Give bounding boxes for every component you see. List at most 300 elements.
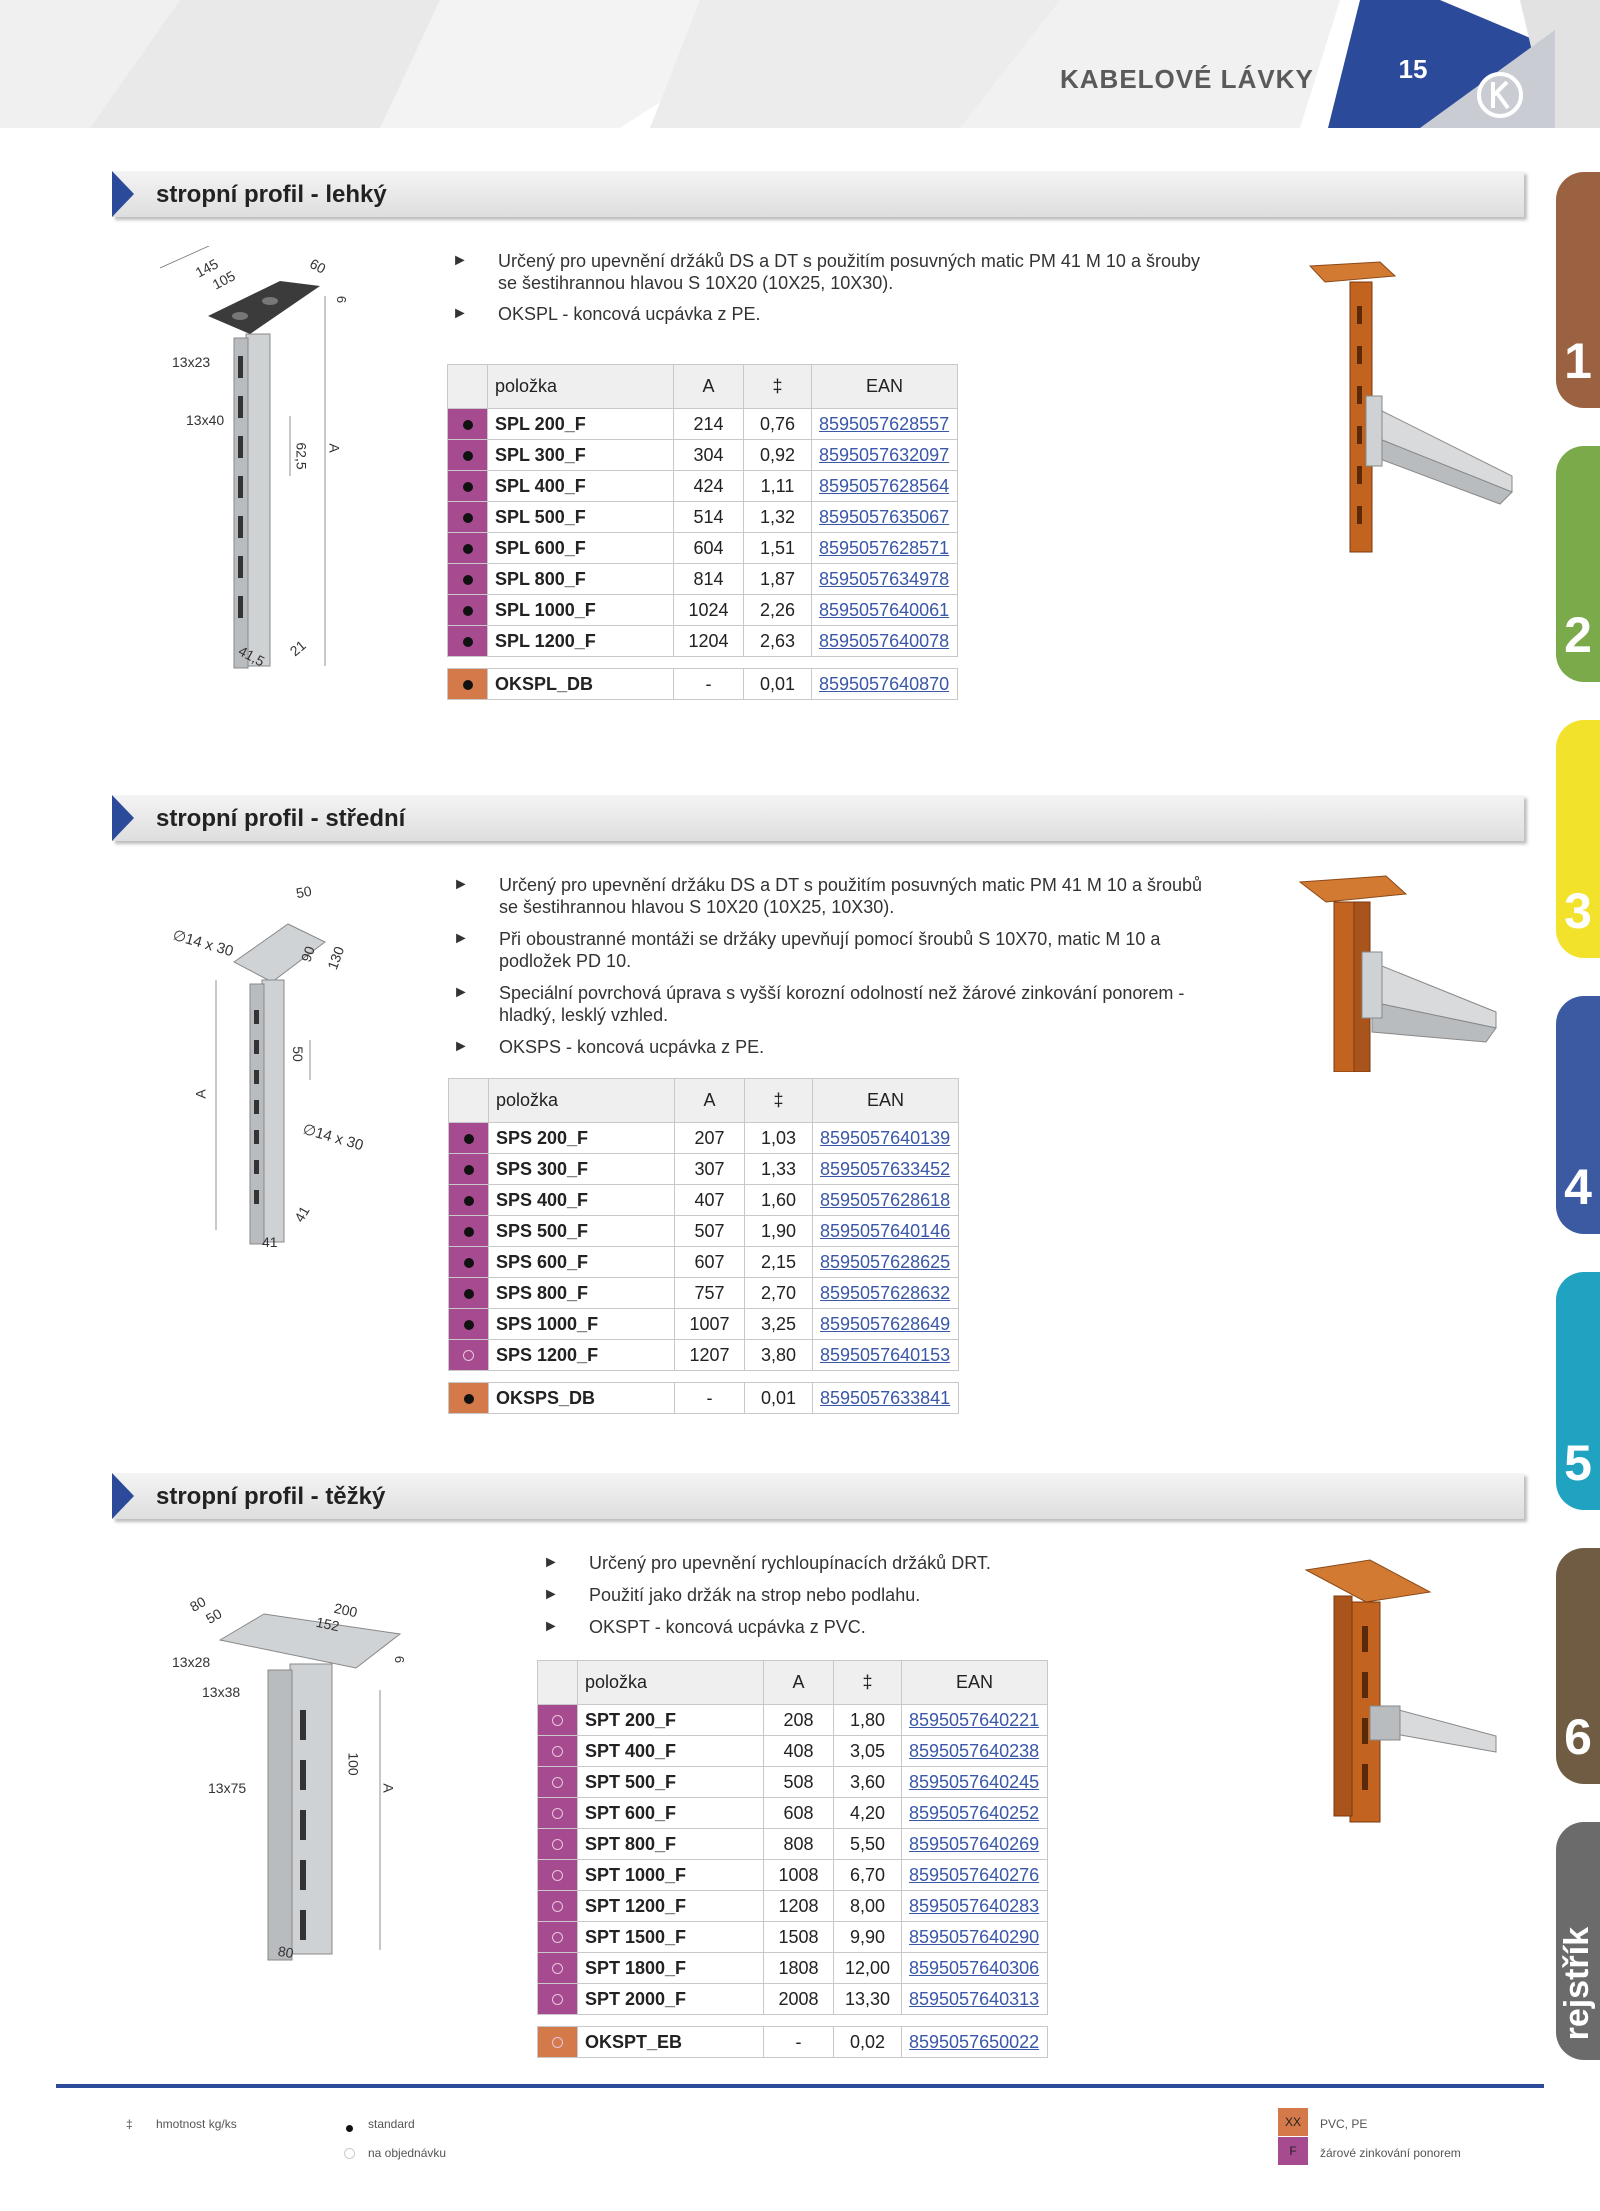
code-badge-pvc: XX — [1278, 2108, 1308, 2136]
table-row — [538, 1860, 1048, 1891]
table-row — [538, 1953, 1048, 1984]
ean-link[interactable]: 8595057628571 — [819, 537, 950, 558]
item-code: SPT 1500_F — [578, 1922, 764, 1953]
item-code: SPL 200_F — [488, 409, 674, 440]
ean-cell — [902, 1922, 1048, 1953]
table-row — [448, 669, 958, 700]
status-cell — [448, 595, 488, 626]
section-header-light — [112, 171, 1524, 217]
dim-label: A — [380, 1783, 397, 1793]
ean-cell — [902, 1891, 1048, 1922]
status-cell — [538, 1860, 578, 1891]
status-cell — [449, 1278, 489, 1309]
section-title: stropní profil - lehký — [156, 181, 387, 208]
item-code: OKSPS_DB — [489, 1383, 675, 1414]
ean-link[interactable]: 8595057628625 — [820, 1251, 951, 1272]
dimension-a: 1007 — [675, 1309, 745, 1340]
standard-dot-icon — [463, 482, 473, 492]
table-row — [449, 1247, 959, 1278]
dim-label: ∅14 x 30 — [300, 1120, 366, 1155]
ean-cell — [812, 669, 958, 700]
ean-cell — [902, 1984, 1048, 2015]
col-header-a: A — [764, 1661, 834, 1705]
table-row — [449, 1383, 959, 1414]
ean-link[interactable]: 8595057640245 — [909, 1771, 1040, 1792]
standard-dot-icon — [463, 637, 473, 647]
table-row — [448, 533, 958, 564]
weight-value: 8,00 — [834, 1891, 902, 1922]
standard-legend-label: standard — [368, 2117, 415, 2131]
status-cell — [538, 2027, 578, 2058]
dim-label: 41 — [290, 1203, 313, 1225]
ean-cell — [813, 1185, 959, 1216]
item-code: OKSPT_EB — [578, 2027, 764, 2058]
dim-label: 60 — [307, 255, 329, 277]
status-cell — [538, 1767, 578, 1798]
dimension-a: 208 — [764, 1705, 834, 1736]
table-row — [449, 1340, 959, 1371]
dimension-a: - — [674, 669, 744, 700]
item-code: SPS 1200_F — [489, 1340, 675, 1371]
item-code: SPL 600_F — [488, 533, 674, 564]
bullet-item: ► Použití jako držák na strop nebo podlahu. — [543, 1585, 921, 1605]
section-arrow-icon — [112, 795, 134, 841]
order-legend-label: na objednávku — [368, 2146, 447, 2160]
ean-cell — [812, 595, 958, 626]
ean-link[interactable]: 8595057633841 — [820, 1387, 951, 1408]
catalog-title: KABELOVÉ LÁVKY — [1060, 64, 1314, 94]
col-header-ean: EAN — [813, 1079, 959, 1123]
status-cell — [448, 440, 488, 471]
dim-label: 13x38 — [202, 1684, 241, 1700]
col-header-weight: ‡ — [834, 1661, 902, 1705]
table-row — [448, 471, 958, 502]
dimension-a: 1208 — [764, 1891, 834, 1922]
ean-cell — [813, 1123, 959, 1154]
dimension-a: 604 — [674, 533, 744, 564]
ean-link[interactable]: 8595057640306 — [909, 1957, 1040, 1978]
bullet-item: ► Určený pro upevnění držáků DS a DT s použitím posuvných matic PM 41 M 10 a šrouby se šestihrannou hlavou S 10X20 (10X25, 10X30). — [452, 251, 1200, 293]
item-code: SPS 200_F — [489, 1123, 675, 1154]
ean-link[interactable]: 8595057640252 — [909, 1802, 1040, 1823]
product-photo-heavy — [1300, 1556, 1500, 1826]
dim-label: 41,5 — [235, 642, 268, 670]
ean-link[interactable]: 8595057640269 — [909, 1833, 1040, 1854]
section-header-heavy — [112, 1473, 1524, 1519]
weight-value: 0,76 — [744, 409, 812, 440]
dim-label: 130 — [324, 944, 348, 972]
table-row — [449, 1278, 959, 1309]
dim-label: 13x40 — [186, 412, 225, 428]
dimension-a: 1204 — [674, 626, 744, 657]
clock-icon — [552, 1963, 563, 1974]
item-code: SPT 1200_F — [578, 1891, 764, 1922]
item-code: SPS 600_F — [489, 1247, 675, 1278]
item-code: SPS 800_F — [489, 1278, 675, 1309]
weight-value: 2,26 — [744, 595, 812, 626]
triangle-bullet-icon: ► — [543, 1618, 559, 1635]
status-cell — [538, 1953, 578, 1984]
table-header-row — [538, 1661, 1048, 1705]
status-cell — [538, 1922, 578, 1953]
dim-label: 105 — [209, 267, 238, 293]
status-cell — [538, 1984, 578, 2015]
weight-value: 0,01 — [745, 1383, 813, 1414]
ean-cell — [812, 626, 958, 657]
ean-cell — [813, 1247, 959, 1278]
ean-link[interactable]: 8595057640061 — [819, 599, 950, 620]
table-row — [538, 1829, 1048, 1860]
standard-dot-icon — [464, 1196, 474, 1206]
col-header-ean: EAN — [902, 1661, 1048, 1705]
dimension-a: 1008 — [764, 1860, 834, 1891]
weight-value: 0,02 — [834, 2027, 902, 2058]
weight-value: 2,70 — [745, 1278, 813, 1309]
status-cell — [448, 564, 488, 595]
dim-label: 80 — [276, 1942, 295, 1962]
weight-symbol: ‡ — [126, 2117, 133, 2131]
weight-value: 2,15 — [745, 1247, 813, 1278]
weight-value: 3,60 — [834, 1767, 902, 1798]
clock-icon — [552, 1901, 563, 1912]
status-cell — [449, 1247, 489, 1278]
weight-value: 3,80 — [745, 1340, 813, 1371]
ean-link[interactable]: 8595057640870 — [819, 673, 950, 694]
ean-cell — [902, 1860, 1048, 1891]
tab-2[interactable]: 2 — [1556, 446, 1600, 682]
bullet-item: ► Speciální povrchová úprava s vyšší korozní odolností než žárové zinkování ponorem - hladký, lesklý vzhled. — [453, 983, 1185, 1025]
item-code: SPL 1200_F — [488, 626, 674, 657]
ean-cell — [812, 440, 958, 471]
item-code: SPS 300_F — [489, 1154, 675, 1185]
table-row — [448, 409, 958, 440]
col-header-ean: EAN — [812, 365, 958, 409]
ean-cell — [812, 564, 958, 595]
item-code: SPT 500_F — [578, 1767, 764, 1798]
tab-5[interactable]: 5 — [1556, 1272, 1600, 1510]
clock-icon — [552, 1839, 563, 1850]
weight-value: 1,32 — [744, 502, 812, 533]
section-arrow-icon — [112, 1473, 134, 1519]
dim-label: 90 — [297, 943, 318, 965]
dim-label: 13x23 — [172, 354, 211, 370]
dim-label: 6 — [334, 295, 350, 304]
table-row — [538, 1705, 1048, 1736]
dimension-a: 408 — [764, 1736, 834, 1767]
triangle-bullet-icon: ► — [453, 1038, 469, 1055]
code-legend-zinc: žárové zinkování ponorem — [1320, 2146, 1461, 2160]
ean-cell — [812, 533, 958, 564]
weight-value: 3,25 — [745, 1309, 813, 1340]
standard-dot-icon — [463, 575, 473, 585]
status-cell — [448, 502, 488, 533]
ean-link[interactable]: 8595057650022 — [909, 2031, 1040, 2052]
ean-link[interactable]: 8595057640238 — [909, 1740, 1040, 1761]
dimension-a: 1024 — [674, 595, 744, 626]
section-title: stropní profil - těžký — [156, 1483, 386, 1510]
dim-label: A — [192, 1089, 209, 1099]
col-header-a: A — [674, 365, 744, 409]
weight-value: 0,92 — [744, 440, 812, 471]
table-row — [448, 595, 958, 626]
standard-dot-icon — [463, 606, 473, 616]
tab-index[interactable]: rejstřík — [1556, 1822, 1600, 2060]
status-cell — [449, 1340, 489, 1371]
status-cell — [538, 1705, 578, 1736]
dimension-a: 424 — [674, 471, 744, 502]
weight-value: 13,30 — [834, 1984, 902, 2015]
section-title: stropní profil - střední — [156, 805, 406, 832]
status-cell — [449, 1309, 489, 1340]
item-code: SPL 300_F — [488, 440, 674, 471]
dimension-a: 608 — [764, 1798, 834, 1829]
table-row — [449, 1309, 959, 1340]
bullet-item: ► OKSPL - koncová ucpávka z PE. — [452, 304, 761, 324]
dimension-a: 814 — [674, 564, 744, 595]
dimension-a: 1808 — [764, 1953, 834, 1984]
brand-logo-icon — [1475, 70, 1525, 120]
ean-cell — [813, 1278, 959, 1309]
ean-cell — [902, 2027, 1048, 2058]
weight-value: 5,50 — [834, 1829, 902, 1860]
status-cell — [449, 1123, 489, 1154]
item-code: SPL 1000_F — [488, 595, 674, 626]
status-cell — [538, 1798, 578, 1829]
dimension-a: - — [764, 2027, 834, 2058]
standard-dot-icon — [464, 1258, 474, 1268]
col-header-weight: ‡ — [744, 365, 812, 409]
dim-label: 50 — [294, 882, 313, 902]
dim-label: 152 — [314, 1613, 341, 1635]
dim-label: 13x28 — [172, 1654, 211, 1670]
status-cell — [448, 471, 488, 502]
ean-link[interactable]: 8595057628618 — [820, 1189, 951, 1210]
table-row — [538, 1767, 1048, 1798]
status-cell — [448, 533, 488, 564]
triangle-bullet-icon: ► — [543, 1586, 559, 1603]
item-code: SPT 1000_F — [578, 1860, 764, 1891]
ean-cell — [813, 1309, 959, 1340]
dimension-a: 507 — [675, 1216, 745, 1247]
dim-label: 13x75 — [208, 1780, 247, 1796]
standard-dot-icon — [346, 2119, 353, 2137]
ean-link[interactable]: 8595057628557 — [819, 413, 950, 434]
weight-value: 1,90 — [745, 1216, 813, 1247]
product-table-medium — [448, 1078, 959, 1414]
dimension-a: 207 — [675, 1123, 745, 1154]
item-code: SPT 200_F — [578, 1705, 764, 1736]
ean-link[interactable]: 8595057628649 — [820, 1313, 951, 1334]
dim-label: 80 — [187, 1593, 209, 1615]
col-header-weight: ‡ — [745, 1079, 813, 1123]
code-badge-zinc: F — [1278, 2137, 1308, 2165]
table-row — [448, 564, 958, 595]
product-table-light — [447, 364, 958, 700]
ean-link[interactable]: 8595057640139 — [820, 1127, 951, 1148]
dimension-a: 808 — [764, 1829, 834, 1860]
dimension-a: 407 — [675, 1185, 745, 1216]
status-cell — [449, 1154, 489, 1185]
ean-cell — [812, 471, 958, 502]
weight-value: 1,03 — [745, 1123, 813, 1154]
item-code: SPL 800_F — [488, 564, 674, 595]
dimension-a: 1207 — [675, 1340, 745, 1371]
col-header-item: položka — [488, 365, 674, 409]
clock-icon — [552, 1932, 563, 1943]
ean-link[interactable]: 8595057632097 — [819, 444, 950, 465]
dim-label: 6 — [392, 1655, 408, 1664]
ean-link[interactable]: 8595057640221 — [909, 1709, 1040, 1730]
status-cell — [449, 1383, 489, 1414]
item-code: SPT 800_F — [578, 1829, 764, 1860]
clock-icon — [552, 1870, 563, 1881]
standard-dot-icon — [463, 451, 473, 461]
weight-value: 1,11 — [744, 471, 812, 502]
item-code: SPT 400_F — [578, 1736, 764, 1767]
table-row — [448, 626, 958, 657]
ean-cell — [813, 1216, 959, 1247]
col-header-item: položka — [578, 1661, 764, 1705]
table-row — [448, 502, 958, 533]
status-cell — [448, 409, 488, 440]
triangle-bullet-icon: ► — [543, 1554, 559, 1571]
ean-link[interactable]: 8595057640290 — [909, 1926, 1040, 1947]
triangle-bullet-icon: ► — [453, 984, 469, 1001]
dim-label: ∅14 x 30 — [170, 926, 236, 961]
dim-label: 145 — [192, 255, 221, 281]
standard-dot-icon — [463, 680, 473, 690]
bullet-item: ► OKSPT - koncová ucpávka z PVC. — [543, 1617, 866, 1637]
dimension-a: - — [675, 1383, 745, 1414]
tab-1[interactable]: 1 — [1556, 172, 1600, 408]
item-code: SPL 400_F — [488, 471, 674, 502]
table-row — [538, 2027, 1048, 2058]
item-code: SPS 500_F — [489, 1216, 675, 1247]
status-cell — [538, 1829, 578, 1860]
table-row — [449, 1123, 959, 1154]
product-table-heavy — [537, 1660, 1048, 2058]
ean-link[interactable]: 8595057634978 — [819, 568, 950, 589]
clock-icon — [344, 2146, 355, 2164]
status-cell — [538, 1736, 578, 1767]
ean-cell — [902, 1705, 1048, 1736]
table-row — [538, 1984, 1048, 2015]
triangle-bullet-icon: ► — [453, 876, 469, 893]
standard-dot-icon — [463, 513, 473, 523]
status-cell — [448, 669, 488, 700]
tab-3[interactable]: 3 — [1556, 720, 1600, 958]
ean-cell — [812, 409, 958, 440]
standard-dot-icon — [464, 1289, 474, 1299]
table-header-row — [448, 365, 958, 409]
weight-value: 4,20 — [834, 1798, 902, 1829]
item-code: SPS 1000_F — [489, 1309, 675, 1340]
standard-dot-icon — [464, 1134, 474, 1144]
header-background — [0, 0, 1600, 128]
code-legend-pvc: PVC, PE — [1320, 2117, 1368, 2131]
table-row — [449, 1185, 959, 1216]
standard-dot-icon — [464, 1227, 474, 1237]
ean-link[interactable]: 8595057640153 — [820, 1344, 951, 1365]
item-code: SPT 600_F — [578, 1798, 764, 1829]
dim-label: 41 — [262, 1234, 278, 1250]
dimension-a: 514 — [674, 502, 744, 533]
weight-value: 9,90 — [834, 1922, 902, 1953]
product-photo-light — [1300, 256, 1520, 556]
ean-link[interactable]: 8595057640146 — [820, 1220, 951, 1241]
weight-value: 2,63 — [744, 626, 812, 657]
dimension-a: 304 — [674, 440, 744, 471]
weight-legend-label: hmotnost kg/ks — [156, 2117, 237, 2131]
tab-6[interactable]: 6 — [1556, 1548, 1600, 1784]
clock-icon — [552, 1746, 563, 1757]
ean-link[interactable]: 8595057640283 — [909, 1895, 1040, 1916]
ean-link[interactable]: 8595057635067 — [819, 506, 950, 527]
table-row — [448, 440, 958, 471]
status-cell — [538, 1891, 578, 1922]
tab-4[interactable]: 4 — [1556, 996, 1600, 1234]
product-photo-medium — [1296, 872, 1506, 1072]
weight-value: 1,80 — [834, 1705, 902, 1736]
ean-link[interactable]: 8595057640276 — [909, 1864, 1040, 1885]
ean-cell — [902, 1953, 1048, 1984]
dimension-a: 508 — [764, 1767, 834, 1798]
col-header-item: položka — [489, 1079, 675, 1123]
ean-link[interactable]: 8595057628564 — [819, 475, 950, 496]
status-cell — [448, 626, 488, 657]
table-row — [538, 1891, 1048, 1922]
bullet-item: ► Určený pro upevnění držáku DS a DT s použitím posuvných matic PM 41 M 10 a šroubů se šestihrannou hlavou S 10X20 (10X25, 10X30). — [453, 875, 1202, 917]
triangle-bullet-icon: ► — [453, 930, 469, 947]
ean-cell — [813, 1340, 959, 1371]
standard-dot-icon — [463, 544, 473, 554]
dimension-a: 757 — [675, 1278, 745, 1309]
ean-link[interactable]: 8595057640313 — [909, 1988, 1040, 2009]
standard-dot-icon — [464, 1394, 474, 1404]
ean-link[interactable]: 8595057633452 — [820, 1158, 951, 1179]
table-header-row — [449, 1079, 959, 1123]
standard-dot-icon — [463, 420, 473, 430]
dim-label: 200 — [332, 1599, 359, 1621]
page-number: 15 — [1398, 54, 1428, 84]
ean-cell — [902, 1767, 1048, 1798]
clock-icon — [552, 1808, 563, 1819]
profile-light-drawing — [160, 246, 360, 676]
ean-link[interactable]: 8595057640078 — [819, 630, 950, 651]
clock-icon — [552, 1777, 563, 1788]
table-row — [538, 1922, 1048, 1953]
section-arrow-icon — [112, 171, 134, 217]
footer-divider — [56, 2084, 1544, 2088]
table-row — [449, 1154, 959, 1185]
dim-label: 100 — [345, 1752, 362, 1776]
dimension-a: 2008 — [764, 1984, 834, 2015]
weight-value: 0,01 — [744, 669, 812, 700]
dim-label: 21 — [286, 636, 309, 660]
bullet-item: ► Určený pro upevnění rychloupínacích držáků DRT. — [543, 1553, 991, 1573]
weight-value: 1,51 — [744, 533, 812, 564]
table-row — [449, 1216, 959, 1247]
weight-value: 1,60 — [745, 1185, 813, 1216]
col-header-a: A — [675, 1079, 745, 1123]
dim-label: 50 — [289, 1046, 306, 1062]
ean-cell — [813, 1154, 959, 1185]
dim-label: 50 — [203, 1605, 225, 1627]
bullet-item: ► OKSPS - koncová ucpávka z PE. — [453, 1037, 765, 1057]
dimension-a: 307 — [675, 1154, 745, 1185]
ean-link[interactable]: 8595057628632 — [820, 1282, 951, 1303]
triangle-bullet-icon: ► — [452, 305, 468, 322]
